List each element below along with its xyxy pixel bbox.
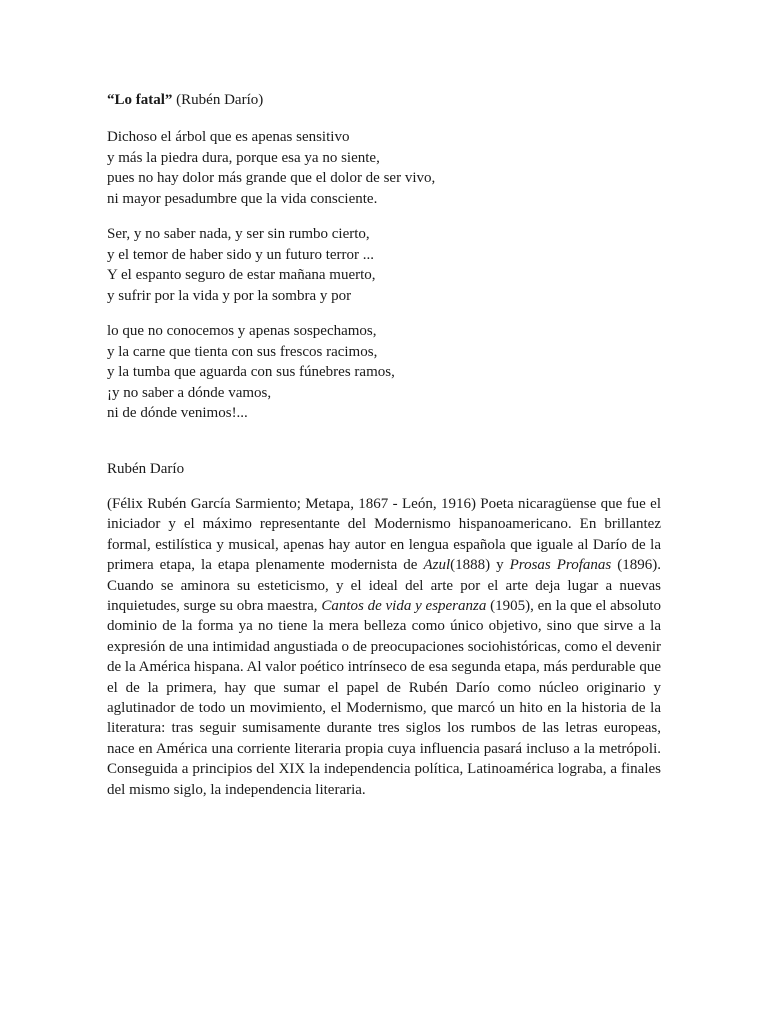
poem-line: ni mayor pesadumbre que la vida consciente.: [107, 190, 378, 207]
bio-text: (1905), en la que el absoluto dominio de la forma ya no tiene la mera belleza como único objetivo, sino que sirve a la expresión de una intimidad angustiada o de preocupaciones sociohistóricas, como el devenir de la América hispana. Al valor poético intrínseco de esa segunda etapa, más perdurable que el de la primera, hay que sumar el papel de Rubén Darío como núcleo originario y aglutinador de todo un movimiento, el Modernismo, que marcó un hito en la historia de la literatura: tras seguir sumisamente durante tres siglos los rumbos de las letras europeas, nace en América una corriente literaria propia cuya influencia pasará incluso a la metrópoli. Conseguida a principios del XIX la independencia política, Latinoamérica lograba, a finales del mismo siglo, la independencia literaria.: [107, 598, 661, 798]
bio-text: (1888) y: [450, 557, 510, 574]
poem-line: y más la piedra dura, porque esa ya no siente,: [107, 149, 380, 166]
poem-stanza-3: [107, 321, 661, 424]
poem-line: y el temor de haber sido y un futuro terror ...: [107, 246, 375, 263]
poem-line: y sufrir por la vida y por la sombra y por: [107, 287, 352, 304]
author-biography: [107, 494, 661, 800]
poem-stanza-2: [107, 224, 661, 306]
poem-line: Ser, y no saber nada, y ser sin rumbo cierto,: [107, 226, 370, 242]
poem-stanza-1: [107, 127, 661, 209]
poem-line: ni de dónde venimos!...: [107, 405, 248, 421]
poem-line: y la carne que tienta con sus frescos racimos,: [107, 343, 378, 360]
bio-work-title: Cantos de vida y esperanza: [321, 598, 487, 615]
poem-title-name: “Lo fatal”: [107, 92, 173, 108]
poem-title-author: (Rubén Darío): [172, 92, 264, 108]
bio-text: (Félix Rubén García Sarmiento; Metapa, 1867 - León, 1916) Poeta nicaragüense que fue el iniciador y el máximo representante del Modernismo hispanoamericano. En brillantez formal, estilística y musical, apenas hay autor en lengua española que iguale al Darío de la primera etapa, la etapa plenamente modernista de: [107, 496, 661, 574]
poem-line: Y el espanto seguro de estar mañana muerto,: [107, 267, 376, 283]
bio-work-title: Azul: [423, 557, 451, 574]
author-heading: Rubén Darío: [107, 460, 185, 477]
bio-work-title: Prosas Profanas: [509, 557, 612, 574]
poem-line: lo que no conocemos y apenas sospechamos,: [107, 323, 377, 339]
poem-line: Dichoso el árbol que es apenas sensitivo: [107, 129, 350, 145]
poem-title: [107, 90, 661, 111]
poem-line: y la tumba que aguarda con sus fúnebres ramos,: [107, 364, 395, 380]
poem-line: ¡y no saber a dónde vamos,: [107, 384, 272, 401]
poem-line: pues no hay dolor más grande que el dolor de ser vivo,: [107, 170, 436, 186]
document-page: [107, 90, 661, 800]
bio-text: (1896). Cuando se aminora su esteticismo, y el ideal del arte por el arte deja lugar a nuevas inquietudes, surge su obra maestra,: [107, 557, 661, 615]
